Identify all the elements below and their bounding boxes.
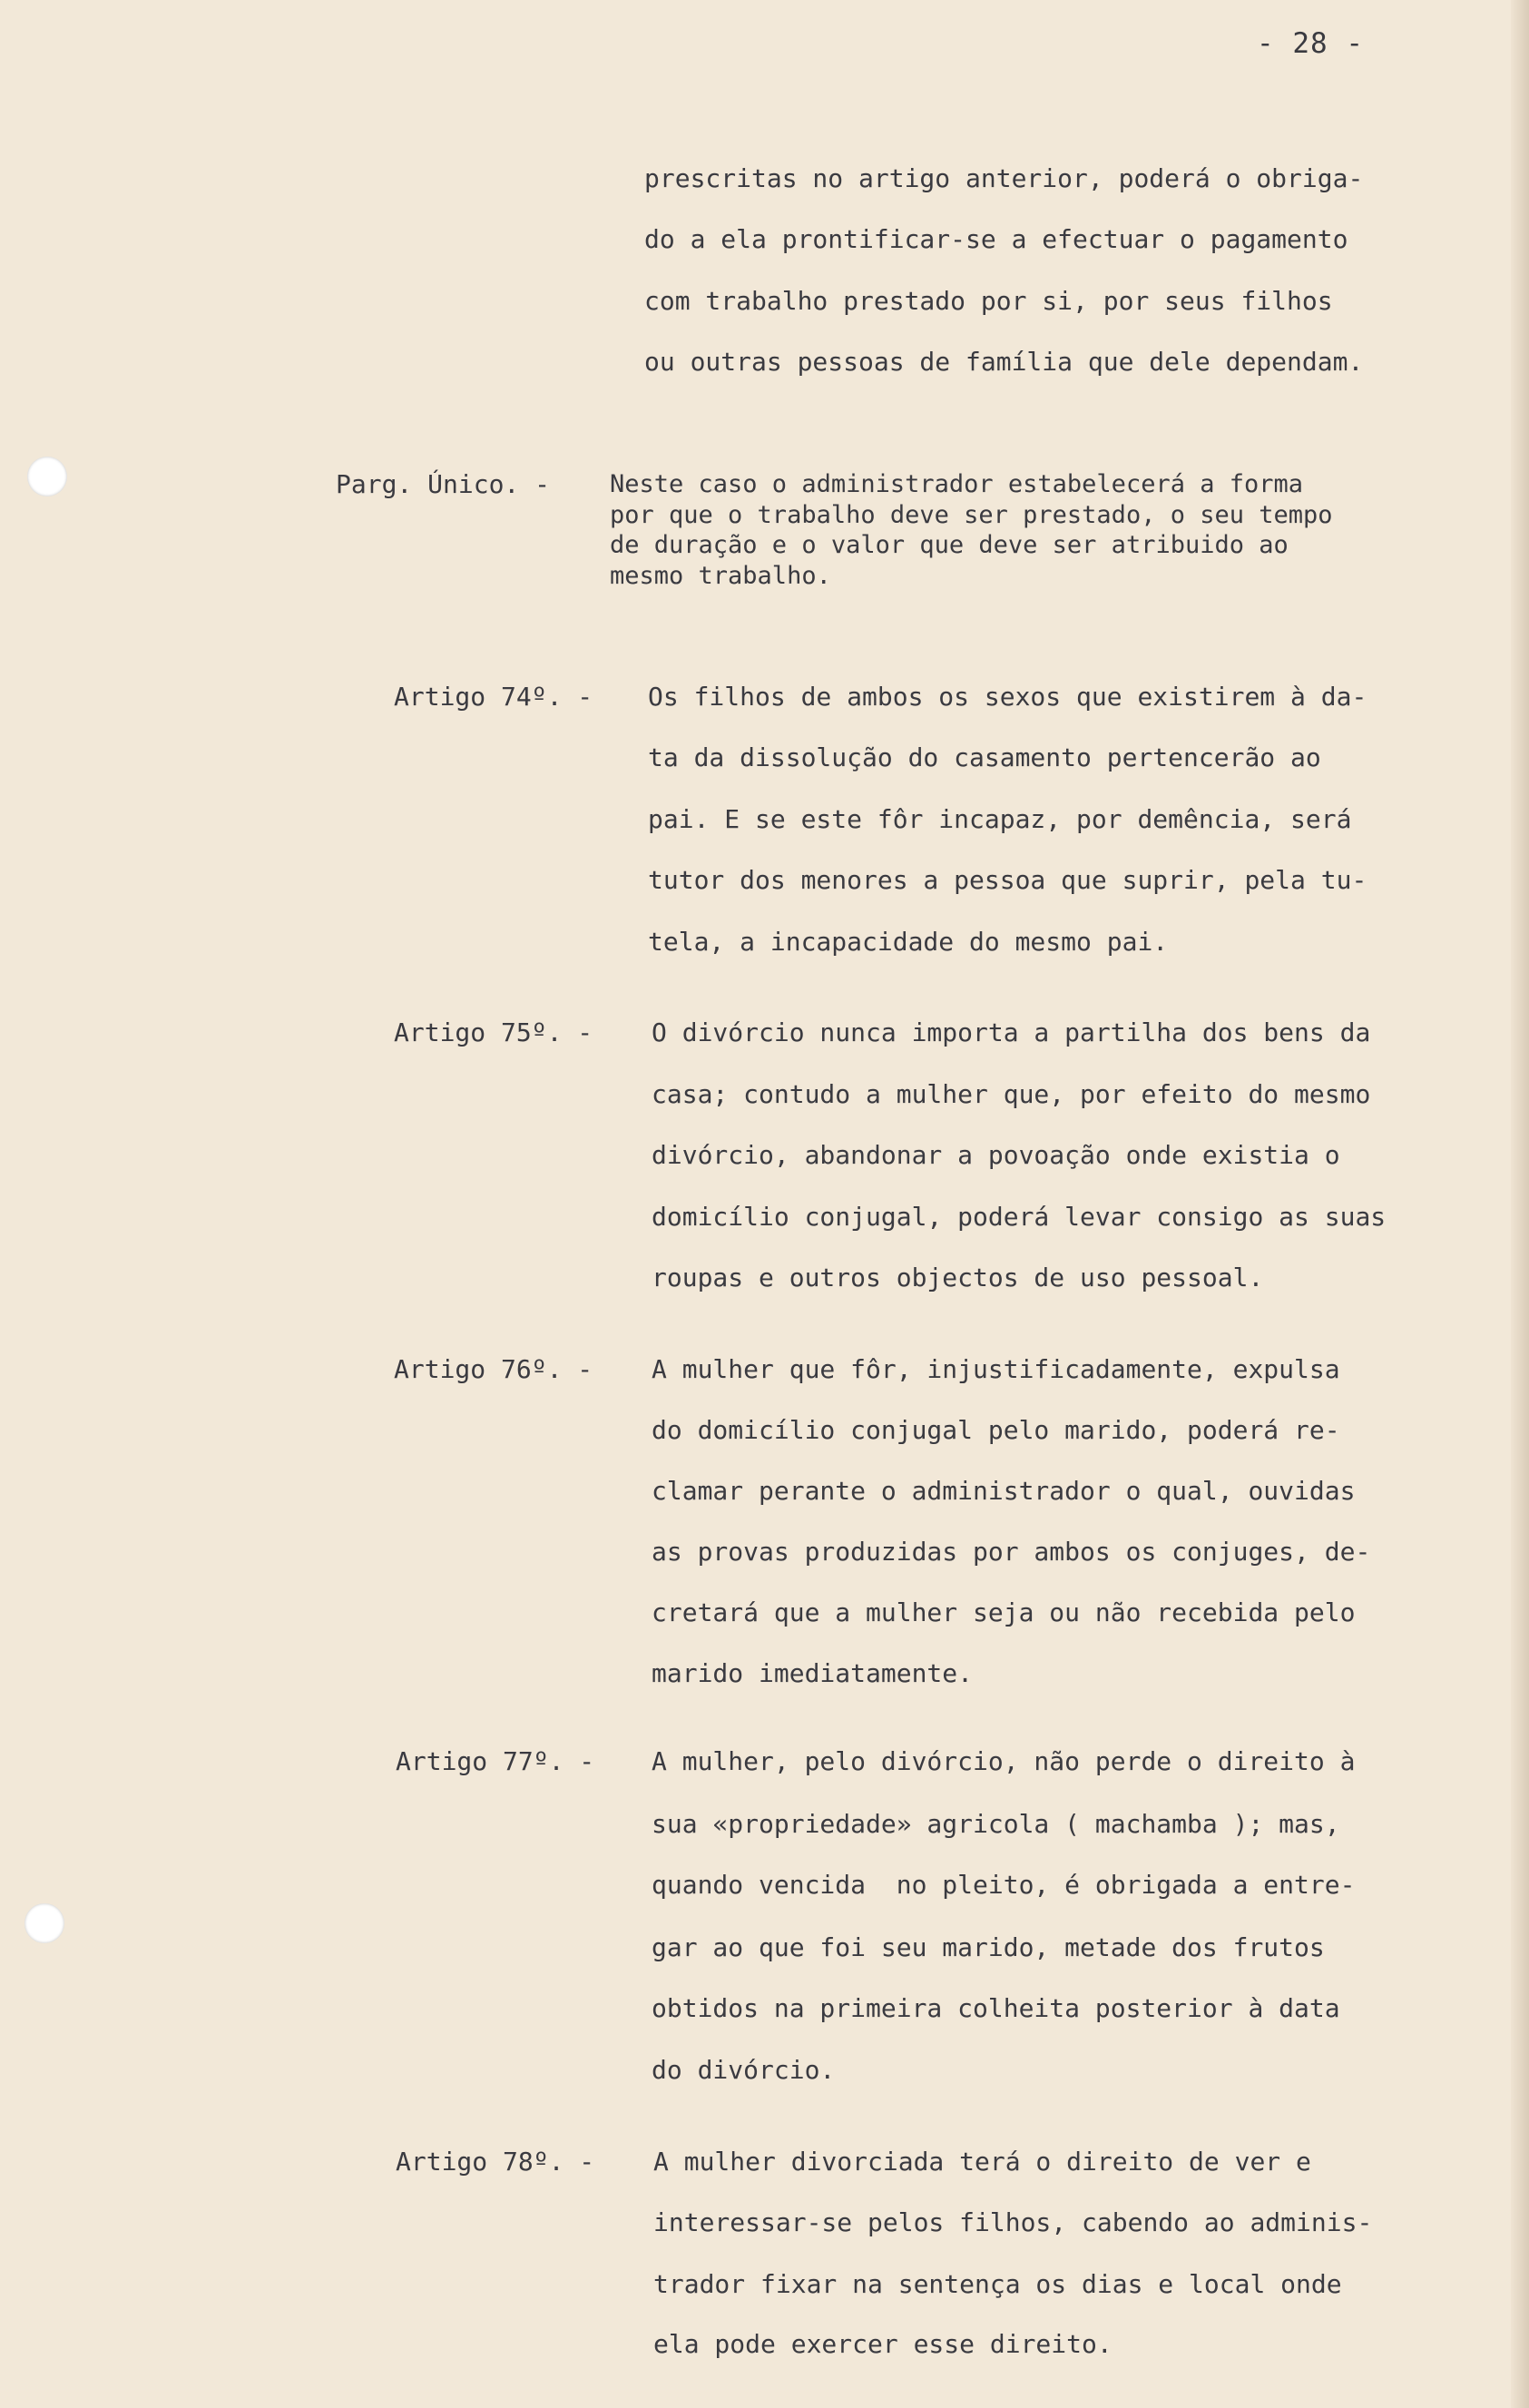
text-line: marido imediatamente. <box>652 1658 974 1688</box>
text-line: mesmo trabalho. <box>610 562 831 590</box>
page-edge-shadow <box>1511 0 1529 2408</box>
text-line: ou outras pessoas de família que dele dependam. <box>644 347 1364 377</box>
text-line: Os filhos de ambos os sexos que existirem à da- <box>648 682 1367 712</box>
text-line: do divórcio. <box>652 2055 836 2085</box>
article-label: Artigo 75º. - <box>394 1017 593 1047</box>
punch-hole-top <box>27 457 67 496</box>
text-line: cretará que a mulher seja ou não recebida pelo <box>652 1597 1356 1627</box>
text-line: O divórcio nunca importa a partilha dos bens da <box>652 1017 1371 1047</box>
text-line: trador fixar na sentença os dias e local onde <box>653 2269 1342 2299</box>
text-line: pai. E se este fôr incapaz, por demência, será <box>648 804 1352 834</box>
text-line: ela pode exercer esse direito. <box>653 2329 1112 2359</box>
text-line: tutor dos menores a pessoa que suprir, pela tu- <box>648 865 1367 895</box>
text-line: as provas produzidas por ambos os conjuges, de- <box>652 1537 1371 1567</box>
text-line: prescritas no artigo anterior, poderá o obriga- <box>644 163 1364 193</box>
text-line: A mulher que fôr, injustificadamente, expulsa <box>652 1354 1340 1384</box>
text-line: divórcio, abandonar a povoação onde existia o <box>652 1140 1340 1170</box>
text-line: tela, a incapacidade do mesmo pai. <box>648 927 1169 957</box>
text-line: do domicílio conjugal pelo marido, poderá re- <box>652 1415 1340 1445</box>
article-label: Artigo 76º. - <box>394 1354 593 1384</box>
text-line: sua «propriedade» agricola ( machamba ); mas, <box>652 1809 1340 1839</box>
text-line: gar ao que foi seu marido, metade dos frutos <box>652 1932 1325 1962</box>
paragraph-label: Parg. Único. - <box>336 469 551 499</box>
article-label: Artigo 74º. - <box>394 682 593 712</box>
text-line: ta da dissolução do casamento pertencerão ao <box>648 742 1321 772</box>
text-line: roupas e outros objectos de uso pessoal. <box>652 1263 1264 1292</box>
text-line: com trabalho prestado por si, por seus filhos <box>644 286 1333 316</box>
text-line: casa; contudo a mulher que, por efeito do mesmo <box>652 1079 1371 1109</box>
text-line: por que o trabalho deve ser prestado, o seu tempo <box>610 501 1333 529</box>
page-number: - 28 - <box>1257 27 1364 60</box>
text-line: interessar-se pelos filhos, cabendo ao adminis- <box>653 2207 1373 2237</box>
article-label: Artigo 77º. - <box>396 1746 595 1776</box>
text-line: A mulher, pelo divórcio, não perde o direito à <box>652 1746 1356 1776</box>
text-line: Neste caso o administrador estabelecerá a forma <box>610 470 1304 498</box>
text-line: clamar perante o administrador o qual, ouvidas <box>652 1476 1356 1506</box>
text-line: quando vencida no pleito, é obrigada a entre- <box>652 1870 1356 1900</box>
punch-hole-bottom <box>25 1903 64 1943</box>
text-line: do a ela prontificar-se a efectuar o pagamento <box>644 224 1348 254</box>
text-line: A mulher divorciada terá o direito de ver e <box>653 2147 1311 2177</box>
text-line: de duração e o valor que deve ser atribuido ao <box>610 531 1289 559</box>
article-label: Artigo 78º. - <box>396 2147 595 2177</box>
text-line: obtidos na primeira colheita posterior à data <box>652 1993 1340 2023</box>
text-line: domicílio conjugal, poderá levar consigo as suas <box>652 1202 1387 1232</box>
